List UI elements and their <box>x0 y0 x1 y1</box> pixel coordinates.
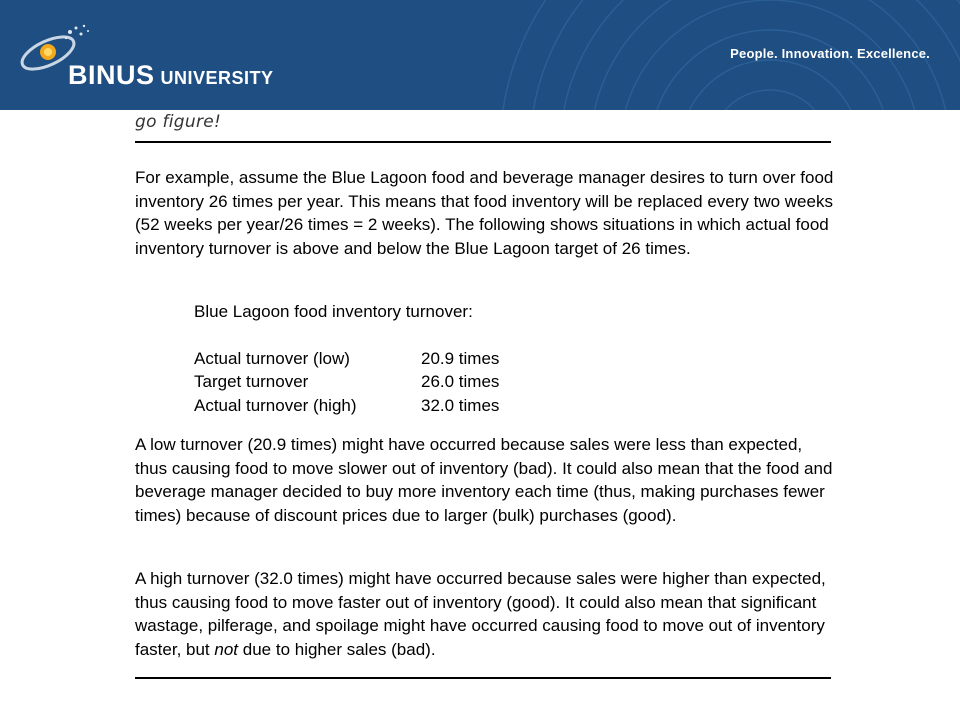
emphasis-not: not <box>214 639 239 659</box>
paragraph-high-text <box>135 567 835 661</box>
bottom-divider <box>135 677 831 679</box>
paragraph-high-before: A high turnover (32.0 times) might have occurred because sales were higher than expected, thus causing food to move faster out of inventory (good). It could also mean that significant wastage, pilferage, and spoilage might have occurred causing food to move out of inventory faster, but <box>135 569 826 659</box>
paragraph-intro-text: For example, assume the Blue Lagoon food and beverage manager desires to turn over food inventory 26 times per year. This means that food inventory will be replaced every two weeks (52 weeks per year/26 times = 2 weeks). The following shows situations in which actual food inventory turnover is above and below the Blue Lagoon target of 26 times. <box>135 168 834 258</box>
paragraph-high-after: due to higher sales (bad). <box>238 639 436 659</box>
row-value: 32.0 times <box>421 395 500 415</box>
section-label: go figure! <box>135 112 222 132</box>
header-banner <box>0 0 960 110</box>
table-row <box>194 347 499 371</box>
table-row <box>194 394 499 418</box>
row-value: 26.0 times <box>421 372 500 391</box>
row-label: Target turnover <box>194 372 309 391</box>
brand-sub: UNIVERSITY <box>160 68 274 88</box>
brand-main: BINUS <box>68 60 155 90</box>
top-divider <box>135 141 831 143</box>
paragraph-low-text: A low turnover (20.9 times) might have occurred because sales were less than expected, thus causing food to move slower out of inventory (bad). It could also mean that the food and beverage manager decided to buy more inventory each time (thus, making purchases fewer times) because of discount prices due to larger (bulk) purchases (good). <box>135 435 833 525</box>
table-title: Blue Lagoon food inventory turnover: <box>194 302 473 321</box>
row-label: Actual turnover (high) <box>194 395 357 415</box>
turnover-table <box>194 300 499 417</box>
row-value: 20.9 times <box>421 348 500 368</box>
paragraph-intro <box>135 166 835 260</box>
tagline: People. Innovation. Excellence. <box>730 46 930 61</box>
row-label: Actual turnover (low) <box>194 348 350 368</box>
binus-logo[interactable] <box>18 18 288 98</box>
table-row <box>194 370 499 394</box>
paragraph-high-turnover <box>135 567 835 661</box>
paragraph-low-turnover <box>135 433 835 527</box>
